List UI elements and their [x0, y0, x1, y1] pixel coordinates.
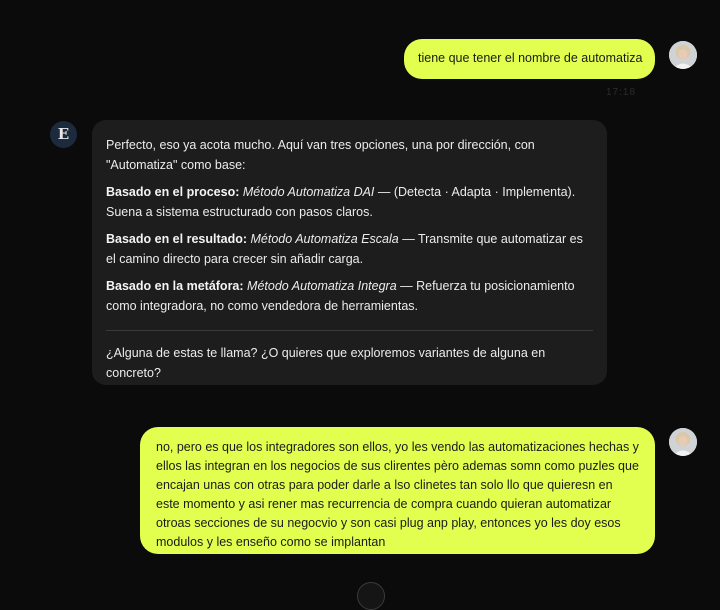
option-label: Basado en el resultado:: [106, 232, 248, 246]
user-message-bubble: [404, 39, 655, 79]
user-avatar-icon: [669, 428, 697, 456]
option-item: [106, 229, 593, 269]
option-item: [106, 276, 593, 316]
option-name: Método Automatiza DAI: [242, 185, 375, 199]
option-label: Basado en la metáfora:: [106, 279, 244, 293]
user-avatar-icon: [669, 41, 697, 69]
option-name: Método Automatiza Escala: [250, 232, 399, 246]
user-avatar[interactable]: [669, 428, 697, 456]
option-name: Método Automatiza Integra: [247, 279, 397, 293]
divider: [106, 330, 593, 331]
option-description: — Refuerza tu posicionamiento como integradora, no como vendedora de herramientas.: [106, 279, 575, 313]
user-avatar[interactable]: [669, 41, 697, 69]
user-message-text: no, pero es que los integradores son ellos, yo les vendo las automatizaciones hechas y ellos las integran en los negocios de sus clirentes pèro ademas somn como puzles que encajan unas con otras para poder darle a lso clinetes tan solo llo que quieresn en este momento y asi rener mas recurrencia de compra cuando quieran automatizar otroas secciones de su negocvio y son casi plug anp play, entonces yo les doy esos modulos y les enseño como se implantan: [156, 440, 639, 549]
user-message-text: tiene que tener el nombre de automatiza: [418, 51, 643, 65]
option-description: — (Detecta · Adapta · Implementa). Suena a sistema estructurado con pasos claros.: [106, 185, 576, 219]
option-item: [106, 182, 593, 222]
assistant-intro: Perfecto, eso ya acota mucho. Aquí van tres opciones, una por dirección, con "Automatiza" como base:: [106, 138, 535, 172]
assistant-message-bubble: [92, 120, 607, 385]
assistant-question: ¿Alguna de estas te llama? ¿O quieres que exploremos variantes de alguna en concreto?: [106, 346, 546, 380]
scroll-down-button[interactable]: [357, 582, 385, 610]
user-message-bubble: [140, 427, 655, 554]
message-timestamp: 17:18: [606, 87, 637, 98]
option-label: Basado en el proceso:: [106, 185, 240, 199]
assistant-avatar: E: [50, 121, 77, 148]
option-description: — Transmite que automatizar es el camino directo para crecer sin añadir carga.: [106, 232, 583, 266]
